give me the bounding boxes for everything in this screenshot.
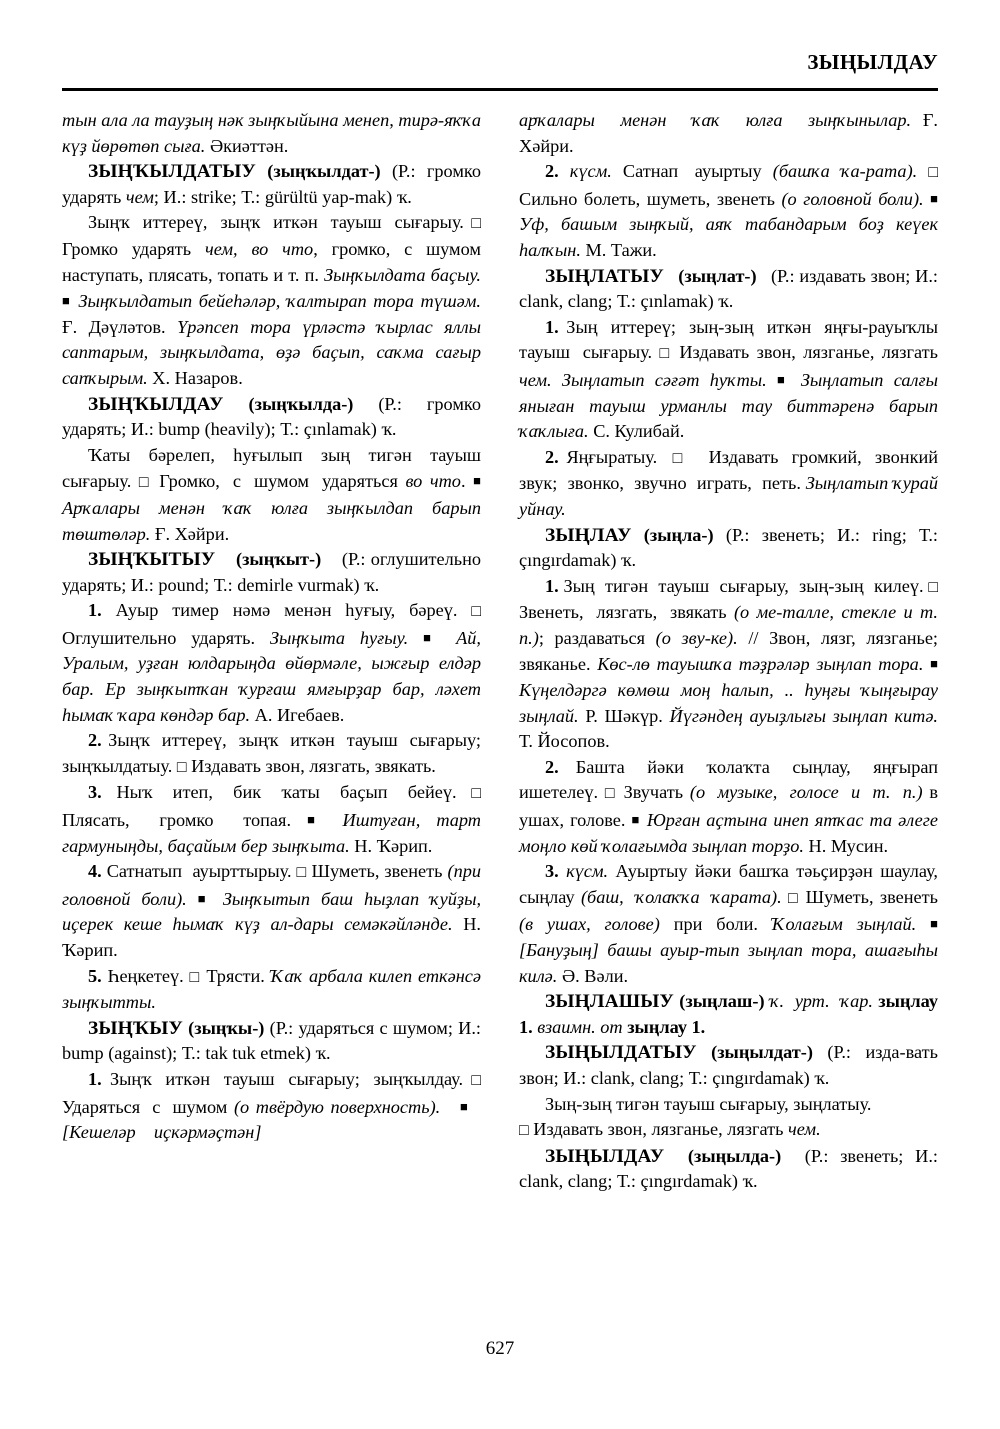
left-column: [62, 108, 481, 1195]
citation-source: Ғ. Хәйри.: [154, 523, 230, 544]
gloss-ru: звенеть: [840, 1145, 899, 1166]
open-square-icon: □: [928, 578, 939, 596]
open-square-icon: □: [471, 785, 481, 803]
gloss-tr-label: ; Т.:: [270, 419, 304, 440]
sense-ru-2: при боли.: [659, 914, 758, 935]
body-bashkir: Ҡаты бәрелеп, һуғылып зың тигән тауыш сығарыу.: [62, 444, 481, 492]
body-ru-govern: чем.: [788, 1119, 821, 1140]
entry-headword-line: [519, 264, 938, 315]
citation-source: А. Игебаев.: [254, 704, 345, 725]
open-square-icon: □: [471, 215, 481, 233]
sense-block: [519, 755, 938, 859]
entry-headword-line: [62, 547, 481, 598]
sense-number: 2.: [545, 446, 559, 467]
sense-ru-govern: чем.: [519, 369, 552, 390]
usage-label: күсм.: [566, 861, 609, 882]
sense-block: [519, 315, 938, 445]
headword-stem: (зыңла-): [643, 524, 714, 545]
gloss-ru: громко ударять: [62, 161, 481, 207]
gloss-tr: demirle vurmak: [237, 574, 354, 595]
open-square-icon: □: [296, 864, 307, 882]
sense-number: 5.: [88, 965, 102, 986]
sense-number: 2.: [545, 161, 559, 182]
open-square-icon: □: [928, 164, 938, 182]
gloss-tr-label: ; Т.:: [607, 291, 641, 312]
sense-bashkir-context: (баш, ҡолаҡҡа ҡарата).: [580, 886, 782, 907]
sense-bashkir: Яңғыратыу.: [566, 446, 658, 467]
citation-quote: Зыңҡылдатып бейеһәләр, ҡалтырап тора түшәм.: [78, 291, 481, 312]
body-ru-1: Громко, с шумом ударяться: [159, 471, 398, 492]
headword-stem: (зыңылдат-): [711, 1042, 813, 1063]
open-square-icon: □: [659, 345, 672, 363]
grammar-labels: ҡ. урт. ҡар.: [769, 991, 873, 1012]
open-square-icon: □: [604, 785, 617, 803]
gloss-en-label: ; И.:: [447, 1017, 481, 1038]
open-square-icon: □: [672, 449, 686, 467]
citation-quote: Үрәпсеп тора үрләстә ҡырлас яллы саптарым, зыңҡылдата, өҙә баҫып, саҡма сағыр сапҡырым.: [62, 316, 482, 388]
citation-source: Н. Мусин.: [808, 835, 889, 856]
carryover-line-1: тын ала ла тауҙың нәк зыңҡыйына менеп,: [62, 110, 394, 130]
gloss-open: (Р.:: [804, 1145, 841, 1166]
gloss-en-label: ; И.:: [153, 186, 191, 207]
entry-headword-line: [62, 159, 481, 210]
gloss-ru: звенеть: [761, 524, 820, 545]
example-phrase: Зыңлатып сәғәт һуҡты.: [561, 369, 767, 390]
gloss-en-label: ; И.:: [121, 574, 159, 595]
gloss-en-label: ; И.:: [121, 419, 159, 440]
citation-source: Ә. Вәли.: [561, 965, 629, 986]
gloss-open: (Р.:: [725, 524, 762, 545]
headword: ЗЫҢЛАУ: [545, 524, 632, 546]
sense-bashkir: Зыңҡ иткән тауыш сығарыу; зыңҡылдау.: [109, 1068, 464, 1089]
headword-stem: (зыңылда-): [687, 1145, 782, 1166]
example-phrase: Көс-лө тауышҡа тәҙрәләр зыңлап тора.: [597, 654, 924, 675]
gloss-en: bump (heavily): [158, 419, 271, 440]
body-ru: Издавать звон, лязганье, лязгать: [533, 1119, 784, 1140]
gloss-tr-label: ; Т.:: [901, 524, 938, 545]
gloss-en-label: ; И.:: [898, 1145, 939, 1166]
gloss-en: clank, clang: [519, 291, 608, 312]
headword-stem: (зыңлаш-): [679, 991, 765, 1012]
gloss-open: (Р.:: [827, 1042, 866, 1063]
citation-quote: Иштуған, тарт гармуныңды, баҫайым бер зыңҡыта.: [62, 810, 481, 856]
entry-headword-line: [62, 392, 481, 443]
example-phrase: Ҡаҡ арбала килеп еткәнсә зыңҡытты.: [62, 965, 482, 1013]
sense-ru-context: (о твёрдую поверхность).: [233, 1096, 441, 1117]
gloss-en: bump (against): [62, 1043, 173, 1064]
gloss-tr-label: ; Т.:: [679, 1067, 713, 1088]
sense-ru-2: ; раздаваться: [538, 627, 645, 648]
sense-number: 2.: [88, 730, 102, 751]
headword-stem: (зыңҡыт-): [235, 549, 322, 570]
filled-square-icon: ■: [930, 916, 939, 932]
sense-bashkir: Ауыртыу йәки башҡа тәьҫирҙән шаулау, сыңлау: [519, 861, 938, 907]
gloss-close: ) ҡ.: [370, 419, 397, 440]
sense-block: [519, 574, 938, 755]
sense-block: [62, 598, 481, 728]
filled-square-icon: ■: [459, 1098, 470, 1114]
sense-ru-2: в ушах, голове.: [519, 782, 939, 831]
citation-source: Х. Назаров.: [152, 367, 243, 388]
headword-stem: (зыңҡылда-): [248, 393, 354, 414]
entry-body: [62, 210, 481, 391]
sense-ru-context: (о головной боли).: [781, 188, 924, 209]
cross-reference: зыңлау 1.: [627, 1016, 706, 1037]
gloss-en: ring: [872, 524, 902, 545]
gloss-tr: çınlamak: [640, 291, 708, 312]
open-square-icon: □: [787, 889, 800, 907]
body-bashkir: Зың-зың тигән тауыш сығарыу, зыңлатыу.: [545, 1093, 872, 1114]
gloss-close: ) ҡ.: [304, 1043, 331, 1064]
gloss-ru: изда-вать звон: [519, 1042, 938, 1088]
filled-square-icon: ■: [423, 629, 442, 645]
sense-ru: Звенеть, лязгать, звякать: [519, 602, 727, 623]
carryover-line-2: тирә-яҡҡа күҙ йөрөтөп сыға.: [62, 110, 481, 156]
gloss-ru: громко ударять: [62, 393, 481, 440]
sense-ru-context: (при головной боли).: [62, 861, 481, 909]
entry-headword-line: [62, 1016, 481, 1067]
sense-ru-context: (о ме-талле, стекле и т. п.): [519, 602, 938, 648]
gloss-ru-govern: чем: [125, 186, 154, 207]
sense-ru: Оглушительно ударять.: [62, 627, 256, 648]
carryover-source: Әкиәттән.: [209, 135, 289, 156]
open-square-icon: □: [176, 758, 187, 776]
sense-ru: Шуметь, звенеть: [311, 861, 443, 882]
gloss-en-label: ; И.:: [905, 265, 938, 286]
sense-bashkir: Зың иттереү; зың-зың иткән яңғы-рауыҡлы тауыш сығарыу.: [519, 316, 938, 363]
citation-quote: Уф, башым зыңҡый, аяҡ табандарым боҙ кеүек һалҡын.: [519, 214, 938, 260]
body-ru-govern: во что: [405, 471, 461, 492]
sense-ru: Издавать звон, лязгать, звякать.: [191, 755, 436, 776]
example-phrase: Зыңҡыта һуғыу.: [269, 627, 409, 648]
carryover-source: Ғ. Хәйри.: [519, 110, 938, 156]
gloss-open: (Р.:: [378, 393, 427, 414]
gloss-tr: çıngırdamak: [712, 1067, 804, 1088]
open-square-icon: □: [519, 1122, 529, 1140]
carryover-paragraph: [519, 108, 938, 159]
carryover-line-1: арҡалары менән ҡаҡ юлға зыңҡынылар.: [519, 110, 912, 130]
gloss-tr: çıngırdamak: [640, 1171, 732, 1192]
headword: ЗЫҢҠЫТЫУ: [88, 549, 216, 571]
gloss-tr: tak tuk etmek: [205, 1043, 305, 1064]
gloss-en: pound: [158, 574, 205, 595]
headword: ЗЫҢЛАТЫУ: [545, 265, 664, 287]
gloss-ru: издавать звон: [799, 265, 906, 286]
filled-square-icon: ■: [473, 473, 481, 489]
example-phrase: Зыңлатып ҡурай уйнау.: [519, 473, 938, 519]
headword: ЗЫҢҠЫЛДАУ: [88, 393, 224, 415]
gloss-en-label: ; И.:: [819, 524, 873, 545]
carryover-paragraph: [62, 108, 481, 159]
sense-ru: Звучать: [623, 782, 684, 803]
citation-quote: Зыңҡытып баш һыҙлап ҡуйҙы, иҫерек кеше һымаҡ күҙ ал-дары семәкәйләнде.: [62, 888, 482, 935]
sense-block: [519, 859, 938, 989]
entry-headword-line: [519, 523, 938, 574]
sense-ru-context: (в ушах, голове): [519, 914, 660, 935]
filled-square-icon: ■: [62, 293, 72, 309]
citation-quote: Күңелдәргә көмөш моң һалып, .. һуңғы ҡыңғырау зыңлай.: [519, 680, 938, 726]
headword: ЗЫҢҠЫУ: [88, 1017, 183, 1039]
headword-stem: (зыңҡы-): [188, 1017, 265, 1038]
sense-ru: Издавать громкий, звонкий звук; звонко, звучно играть, петь.: [519, 446, 939, 494]
gloss-close: ) ҡ.: [731, 1171, 758, 1192]
sense-bashkir: Ныҡ итеп, бик ҡаты баҫып бейеү.: [116, 782, 457, 803]
citation-source: Ғ. Дәүләтов.: [62, 316, 166, 337]
citation-quote: Йүгәндең ауыҙлығы зыңлап китә.: [669, 705, 938, 726]
filled-square-icon: ■: [197, 890, 212, 906]
usage-label: күсм.: [569, 161, 612, 182]
sense-number: 1.: [545, 575, 559, 596]
filled-square-icon: ■: [307, 812, 327, 828]
sense-ru-3: // Звон, лязг, лязганье; звяканье.: [519, 627, 939, 675]
citation-source: М. Тажи.: [585, 239, 657, 260]
reciprocal-label: взаимн. от: [537, 1016, 623, 1037]
gloss-close: ) ҡ.: [353, 574, 380, 595]
open-square-icon: □: [471, 603, 481, 621]
filled-square-icon: ■: [930, 190, 938, 206]
entry-headword-line: [519, 1144, 938, 1195]
right-column: [519, 108, 938, 1195]
citation-source: Н. Ҡәрип.: [354, 835, 433, 856]
header-rule: [62, 88, 938, 91]
citation-quote: Ай, Уралым, уҙған юлдарыңда өйөрмәле, ыжғыр елдәр бар. Ер зыңҡытҡан ҡурғаш ямғырҙар бар, ләхет һымаҡ ҡара көндәр бар.: [62, 627, 481, 725]
sense-bashkir: Зың тигән тауыш сығарыу, зың-зың килеү.: [563, 575, 924, 596]
gloss-tr-label: ; Т.:: [607, 1171, 641, 1192]
sense-bashkir: Ауыр тимер нәмә менән һуғыу, бәреү.: [115, 600, 458, 621]
sense-ru: Издавать звон, лязганье, лязгать: [679, 342, 938, 363]
sense-block: [62, 964, 481, 1016]
entry-body: [519, 1092, 938, 1118]
citation-quote: [Кешеләр иҫкәрмәҫтән]: [62, 1122, 262, 1143]
citation-quote: Юрған аҫтына инеп ятҡас та әлеге моңло көй ҡолағымда зыңлап торҙо.: [519, 810, 939, 856]
entry-body-ru: [519, 1117, 938, 1144]
citation-source: С. Кулибай.: [593, 421, 685, 442]
entry-headword-line: [519, 1040, 938, 1091]
body-ru-1: Громко ударять: [62, 238, 192, 259]
gloss-en-label: ; И.:: [553, 1067, 591, 1088]
sense-number: 1.: [88, 600, 102, 621]
citation-quote: [Бануҙың] башы ауыр-тып зыңлап тора, ашағыһы килә.: [519, 940, 938, 986]
filled-square-icon: ■: [631, 812, 641, 828]
headword-stem: (зыңҡылдат-): [267, 161, 381, 182]
sense-bashkir: Сатнатып ауырттырыу.: [106, 861, 292, 882]
gloss-close: ) ҡ.: [707, 291, 734, 312]
gloss-close: ) ҡ.: [803, 1067, 830, 1088]
open-square-icon: □: [189, 968, 201, 986]
gloss-open: (Р.:: [391, 161, 427, 182]
gloss-tr: çınlamak: [303, 419, 371, 440]
page-columns: [62, 108, 938, 1195]
gloss-en: strike: [190, 186, 232, 207]
sense-block: [62, 728, 481, 780]
sense-ru: Трясти.: [206, 965, 265, 986]
citation-source: Т. Йосопов.: [519, 731, 610, 752]
sense-bashkir: Һеңкетеү.: [107, 965, 184, 986]
filled-square-icon: ■: [777, 371, 791, 387]
citation-quote: Зыңлатып салғы яныған тауыш урманлы тау биттәренә барып ҡаҡлыға.: [519, 369, 938, 442]
sense-ru: Сильно болеть, шуметь, звенеть: [519, 188, 775, 209]
sense-block: [519, 445, 938, 523]
filled-square-icon: ■: [930, 656, 938, 672]
gloss-tr: gürültü yap-mak: [264, 186, 387, 207]
sense-block: [62, 780, 481, 859]
headword: ЗЫҢҠЫЛДАТЫУ: [88, 161, 256, 183]
gloss-tr-label: ; Т.:: [172, 1043, 206, 1064]
gloss-tr-label: ; Т.:: [231, 186, 265, 207]
sense-ru: Шуметь, звенеть: [805, 886, 938, 907]
sense-number: 2.: [545, 756, 559, 777]
body-ru-govern: чем, во что: [204, 238, 314, 259]
sense-block: [519, 159, 938, 263]
gloss-tr: çıngırdamak: [519, 550, 611, 571]
gloss-open: (Р.:: [341, 549, 371, 570]
sense-number: 3.: [545, 861, 559, 882]
sense-ru-context: (о музыке, голосе и т. п.): [689, 782, 923, 803]
citation-source: Р. Шәкүр.: [585, 705, 663, 726]
sense-bashkir: Сатнап ауыртыу: [622, 161, 762, 182]
headword: ЗЫҢЫЛДАУ: [545, 1145, 665, 1167]
entry-headword-line: [519, 989, 938, 1040]
sense-ru: Ударяться с шумом: [62, 1096, 228, 1117]
gloss-en: clank, clang: [519, 1171, 608, 1192]
sense-ru-context-2: (о зву-ке).: [655, 627, 738, 648]
sense-bashkir: Зыңҡ иттереү, зыңҡ иткән тауыш сығарыу; зыңҡылдатыу.: [62, 730, 481, 776]
body-bashkir: Зыңҡ иттереү, зыңҡ иткән тауыш сығарыу.: [88, 212, 464, 233]
sense-block: [62, 1067, 481, 1146]
gloss-open: (Р.:: [269, 1017, 299, 1038]
sense-number: 4.: [88, 861, 102, 882]
headword-stem: (зыңлат-): [678, 265, 757, 286]
sense-number: 1.: [545, 316, 559, 337]
gloss-open: (Р.:: [770, 265, 800, 286]
sense-number: 1.: [88, 1068, 102, 1089]
gloss-en: clank, clang: [590, 1067, 680, 1088]
example-phrase: Ҡолағым зыңлай.: [771, 914, 917, 935]
gloss-close: ) ҡ.: [610, 550, 637, 571]
sense-bashkir-context: (башҡа ҡа-рата).: [772, 161, 918, 182]
page-number: 627: [485, 1338, 515, 1359]
gloss-close: ) ҡ.: [386, 186, 412, 207]
sense-number: 3.: [88, 782, 102, 803]
gloss-tr-label: ; Т.:: [204, 574, 238, 595]
body-ru-2: , громко, с шумом наступать, плясать, топать и т. п.: [62, 238, 481, 285]
citation-source: Н. Ҡәрип.: [62, 914, 482, 960]
open-square-icon: □: [471, 1071, 481, 1089]
running-head-title: ЗЫҢЫЛДАУ: [807, 50, 938, 74]
sense-block: [62, 859, 481, 963]
headword: ЗЫҢЛАШЫУ: [545, 991, 674, 1013]
example-phrase: Зыңҡылдата баҫыу.: [324, 264, 481, 285]
cross-reference: зыңлау 1.: [519, 991, 938, 1037]
gloss-ru: ударяться с шумом: [298, 1017, 448, 1038]
sense-ru: Плясать, громко топая.: [62, 810, 292, 831]
entry-body: Ҡаты бәрелеп, һуғылып зың тигән тауыш сығарыу. □ Громко, с шумом ударяться во что. ■ Арҡалары менән ҡаҡ юлға зыңҡылдап барып төштөләр. Ғ. Хәйри.: [62, 444, 481, 544]
running-head: [62, 52, 938, 74]
citation-quote: Арҡалары менән ҡаҡ юлға зыңҡылдап барып төштөләр.: [62, 497, 481, 544]
sense-bashkir: Башта йәки ҡолаҡта сыңлау, яңғырап ишетелеү.: [519, 756, 938, 803]
open-square-icon: □: [138, 474, 152, 492]
headword: ЗЫҢЫЛДАТЫУ: [545, 1042, 697, 1064]
gloss-ru: оглушительно ударять: [62, 549, 482, 595]
